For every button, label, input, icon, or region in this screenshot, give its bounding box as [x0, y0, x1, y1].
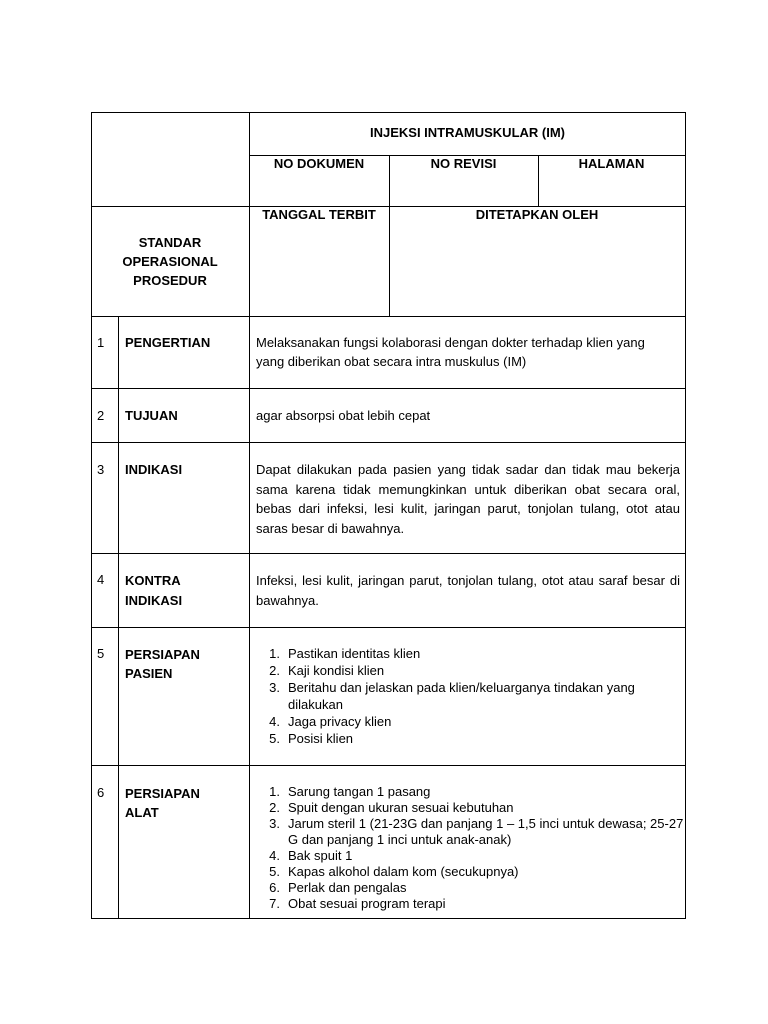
- row-divider: [91, 765, 686, 766]
- column-divider: [118, 316, 119, 918]
- list-item: Spuit dengan ukuran sesuai kebutuhan: [288, 800, 514, 815]
- sop-label-line: OPERASIONAL: [122, 254, 218, 269]
- list-item: Posisi klien: [288, 731, 354, 746]
- row-label: PENGERTIAN: [125, 335, 211, 350]
- list-item: Kapas alkohol dalam kom (secukupnya): [288, 864, 519, 879]
- row-label-line: PASIEN: [125, 666, 173, 681]
- no-dokumen-label: NO DOKUMEN: [273, 156, 365, 171]
- row-divider: [91, 442, 686, 443]
- row-label-line: KONTRA: [125, 573, 181, 588]
- no-revisi-label: NO REVISI: [430, 156, 497, 171]
- halaman-label: HALAMAN: [578, 156, 645, 171]
- row-number: 1: [97, 335, 105, 350]
- sop-label-line: PROSEDUR: [133, 273, 207, 288]
- list-item: Perlak dan pengalas: [288, 880, 407, 895]
- sop-label: [91, 233, 249, 290]
- row-label-line: PERSIAPAN: [125, 786, 200, 801]
- column-divider: [389, 155, 390, 316]
- row-label: [125, 571, 182, 611]
- list-item: Jaga privacy klien: [288, 714, 392, 729]
- row-label: [125, 784, 200, 822]
- row-number: 6: [97, 785, 105, 800]
- list-item: Pastikan identitas klien: [288, 646, 421, 661]
- row-number: 3: [97, 462, 105, 477]
- tanggal-terbit-label: TANGGAL TERBIT: [262, 207, 376, 222]
- sop-label-line: STANDAR: [138, 235, 202, 250]
- row-label-line: PERSIAPAN: [125, 647, 200, 662]
- list-item: Beritahu dan jelaskan pada klien/keluarganya tindakan yang dilakukan: [288, 680, 635, 712]
- document-title: INJEKSI INTRAMUSKULAR (IM): [370, 125, 565, 140]
- patient-prep-list: [256, 645, 680, 747]
- row-content: [256, 333, 681, 371]
- row-divider: [91, 316, 686, 317]
- row-label-line: INDIKASI: [125, 593, 183, 608]
- ditetapkan-oleh-label: DITETAPKAN OLEH: [475, 207, 599, 222]
- list-item: Jarum steril 1 (21-23G dan panjang 1 – 1,5 inci untuk dewasa; 25-27 G dan panjang 1 inci untuk anak-anak): [288, 816, 684, 847]
- content-line: yang diberikan obat secara intra muskulus (IM): [256, 354, 527, 369]
- row-label: [125, 645, 200, 683]
- row-number: 2: [97, 408, 105, 423]
- row-content: agar absorpsi obat lebih cepat: [256, 408, 431, 423]
- row-content: Infeksi, lesi kulit, jaringan parut, tonjolan tulang, otot atau saraf besar di bawahnya.: [256, 573, 680, 608]
- row-divider: [91, 388, 686, 389]
- row-content: Dapat dilakukan pada pasien yang tidak sadar dan tidak mau bekerja sama karena tidak memungkinkan untuk diberikan obat secara oral, bebas dari infeksi, lesi kulit, jaringan parut, tonjolan tulang, otot atau saras besar di bawahnya.: [256, 462, 680, 536]
- row-divider: [91, 553, 686, 554]
- table-border-bottom: [91, 918, 686, 919]
- row-label: INDIKASI: [125, 462, 183, 477]
- content-line: Melaksanakan fungsi kolaborasi dengan dokter terhadap klien yang: [256, 335, 645, 350]
- list-item: Kaji kondisi klien: [288, 663, 385, 678]
- row-divider: [91, 627, 686, 628]
- row-label: TUJUAN: [125, 408, 178, 423]
- row-label-line: ALAT: [125, 805, 159, 820]
- table-border-top: [91, 112, 686, 113]
- list-item: Obat sesuai program terapi: [288, 896, 446, 911]
- equipment-prep-list: [256, 784, 693, 912]
- row-number: 4: [97, 572, 105, 587]
- column-divider: [249, 316, 250, 918]
- list-item: Bak spuit 1: [288, 848, 353, 863]
- list-item: Sarung tangan 1 pasang: [288, 784, 431, 799]
- row-number: 5: [97, 646, 105, 661]
